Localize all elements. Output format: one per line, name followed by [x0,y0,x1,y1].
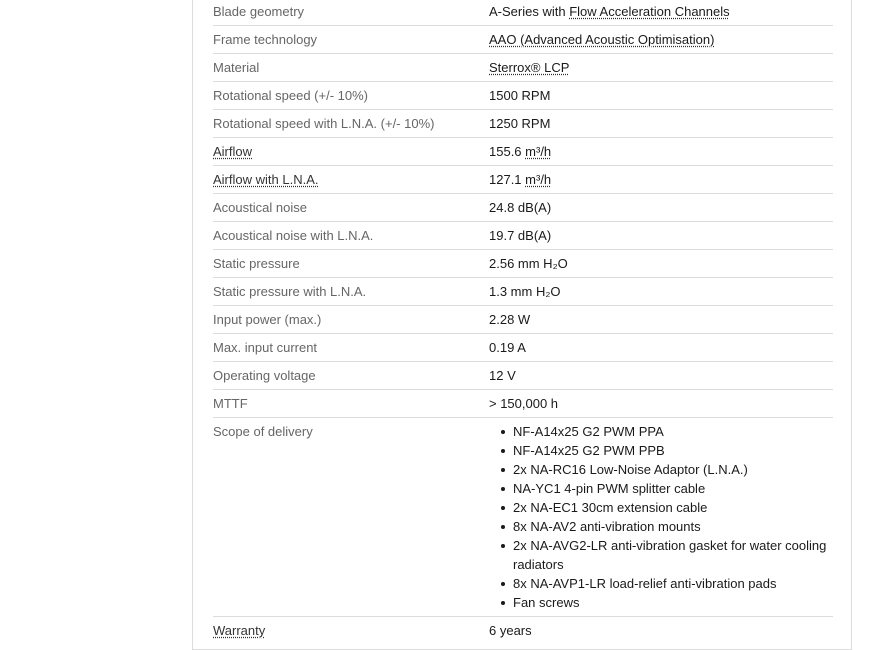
spec-value-text: 155.6 [489,144,526,159]
spec-value [489,138,833,166]
spec-label [213,617,489,645]
spec-row-scope-of-delivery [213,418,833,617]
spec-row-static-pressure [213,250,833,278]
spec-value: 6 years [489,623,532,638]
list-item: NF-A14x25 G2 PWM PPA [501,422,833,441]
flow-acceleration-channels-link[interactable]: Flow Acceleration Channels [569,4,730,19]
spec-row-rotational-speed-lna [213,110,833,138]
list-item: 2x NA-AVG2-LR anti-vibration gasket for water cooling radiators [501,536,833,574]
spec-value [489,166,833,194]
spec-table [213,0,833,644]
spec-value-text: A-Series with [489,4,570,19]
spec-value [489,0,833,26]
spec-label: Acoustical noise with L.N.A. [213,222,489,250]
spec-value [489,54,833,82]
spec-label: Material [213,54,489,82]
list-item: 2x NA-EC1 30cm extension cable [501,498,833,517]
delivery-list [489,422,833,612]
spec-row-airflow [213,138,833,166]
spec-label [213,138,489,166]
spec-row-mttf [213,390,833,418]
spec-row-operating-voltage [213,362,833,390]
spec-row-input-power [213,306,833,334]
spec-label: Scope of delivery [213,418,489,617]
spec-row-airflow-lna [213,166,833,194]
spec-label: Frame technology [213,26,489,54]
spec-label: Blade geometry [213,0,489,26]
aao-link[interactable]: AAO (Advanced Acoustic Optimisation) [489,32,715,47]
spec-row-frame-technology [213,26,833,54]
spec-value: 19.7 dB(A) [489,222,833,250]
spec-value-text: 127.1 [489,172,526,187]
list-item: 8x NA-AV2 anti-vibration mounts [501,517,833,536]
spec-row-acoustical-noise-lna [213,222,833,250]
spec-value: 0.19 A [489,334,833,362]
spec-label: Static pressure with L.N.A. [213,278,489,306]
spec-row-input-current [213,334,833,362]
spec-value: 1250 RPM [489,110,833,138]
spec-row-blade-geometry [213,0,833,26]
spec-row-warranty [213,617,833,645]
warranty-link[interactable]: Warranty [213,623,266,638]
m3h-link[interactable]: m³/h [525,172,552,187]
list-item: Fan screws [501,593,833,612]
spec-label: Operating voltage [213,362,489,390]
m3h-link[interactable]: m³/h [525,144,552,159]
list-item: 2x NA-RC16 Low-Noise Adaptor (L.N.A.) [501,460,833,479]
airflow-link[interactable]: Airflow [213,144,253,159]
spec-label: Rotational speed with L.N.A. (+/- 10%) [213,110,489,138]
spec-value: 2.28 W [489,306,833,334]
spec-row-material [213,54,833,82]
spec-label: Rotational speed (+/- 10%) [213,82,489,110]
spec-row-rotational-speed [213,82,833,110]
list-item: NA-YC1 4-pin PWM splitter cable [501,479,833,498]
list-item: NF-A14x25 G2 PWM PPB [501,441,833,460]
sterrox-lcp-link[interactable]: Sterrox® LCP [489,60,570,75]
spec-value: 24.8 dB(A) [489,194,833,222]
spec-row-static-pressure-lna [213,278,833,306]
spec-row-acoustical-noise [213,194,833,222]
airflow-lna-link[interactable]: Airflow with L.N.A. [213,172,319,187]
spec-label: Static pressure [213,250,489,278]
spec-value [489,418,833,617]
spec-value: 2.56 mm H₂O [489,250,833,278]
spec-value: 12 V [489,362,833,390]
spec-panel [192,0,852,650]
spec-label: Input power (max.) [213,306,489,334]
spec-value [489,26,833,54]
spec-value: > 150,000 h [489,390,833,418]
list-item: 8x NA-AVP1-LR load-relief anti-vibration pads [501,574,833,593]
spec-value: 1500 RPM [489,82,833,110]
spec-label: Acoustical noise [213,194,489,222]
spec-label: MTTF [213,390,489,418]
spec-label: Max. input current [213,334,489,362]
spec-label [213,166,489,194]
spec-value: 1.3 mm H₂O [489,278,833,306]
